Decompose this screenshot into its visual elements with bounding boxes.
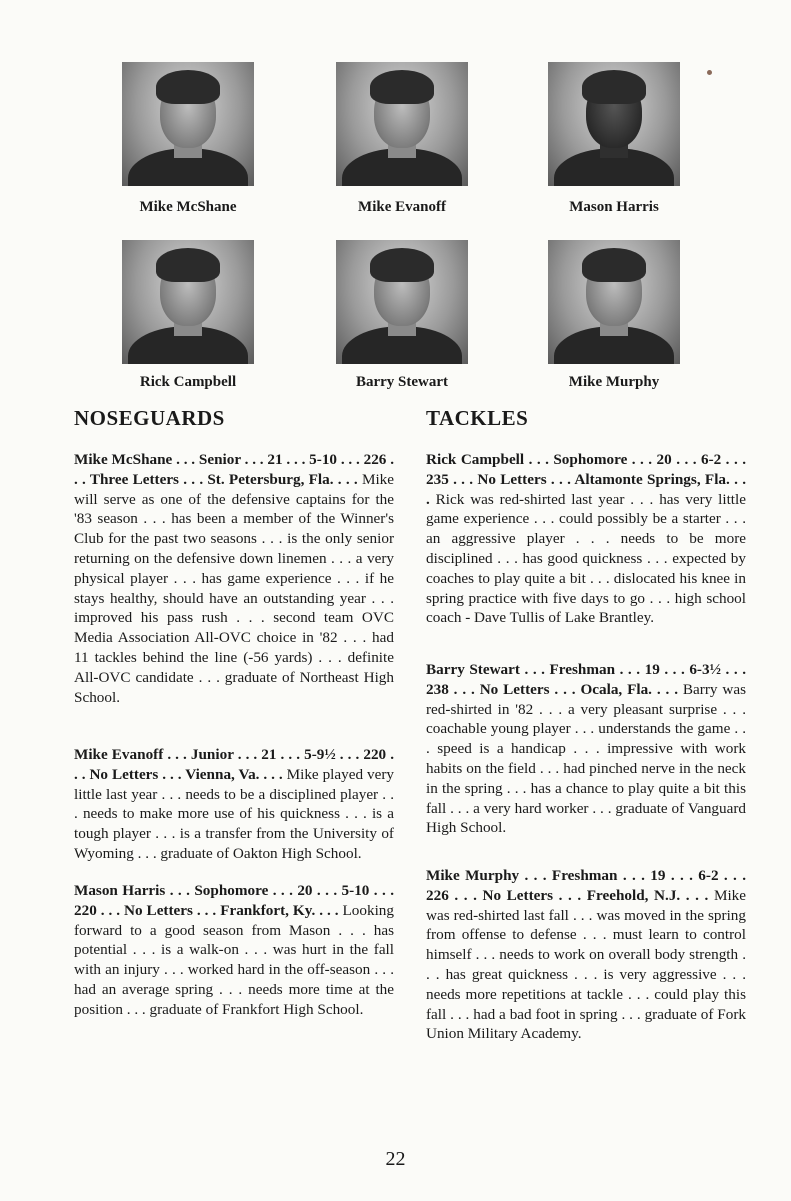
- page-number: 22: [385, 1148, 406, 1170]
- bio-text: Rick was red-shirted last year . . . has very little game experience . . . could possibly be a starter . . . an aggressive player . . . needs to be more disciplined . . . has good quickness . . . expected by coaches to play quite a bit . . . dislocated his knee in spring practice with five days to go . . . high school coach - Dave Tullis of Lake Brantley.: [426, 490, 746, 627]
- caption-mike-murphy: Mike Murphy: [568, 374, 660, 390]
- bio-lead: Rick Campbell . . . Sophomore . . . 20 . . . 6-2 . . . 235 . . . No Letters . . . Altamonte Springs, Fla. . . .: [426, 451, 746, 508]
- caption-mike-mcshane: Mike McShane: [139, 199, 237, 215]
- photo-mason-harris: [548, 62, 680, 186]
- bio-lead: Barry Stewart . . . Freshman . . . 19 . . . 6-3½ . . . 238 . . . No Letters . . . Ocala, Fla. . . .: [426, 661, 746, 698]
- bio-text: Mike was red-shirted last fall . . . was moved in the spring from offense to defense . . . must learn to control himself . . . needs to work on overall body strength . . . has great quickness . . . is very aggressive . . . needs more repetitions at tackle . . . could play this fall . . . had a bad foot in spring . . . graduate of Fork Union Military Academy.: [426, 886, 747, 1043]
- bio-text: Looking forward to a good season from Mason . . . has potential . . . is a walk-on . . . was hurt in the fall with an injury . . . worked hard in the off-season . . . had an average spring . . . needs more time at the position . . . graduate of Frankfort High School.: [74, 901, 394, 1018]
- caption-mason-harris: Mason Harris: [569, 199, 659, 215]
- photo-rick-campbell: [122, 240, 254, 364]
- photo-mike-evanoff: [336, 62, 468, 186]
- bio-text: Mike will serve as one of the defensive captains for the '83 season . . . has been a member of the Winner's Club for the past two seasons . . . is the only senior returning on the defensive down linemen . . . a very physical player . . . has game experience . . . if he stays healthy, should have an outstanding year . . . improved his pass rush . . . second team OVC Media Association All-OVC choice in '82 . . . had 11 tackles behind the line (-56 yards) . . . definite All-OVC candidate . . . graduate of Northeast High School.: [74, 470, 394, 706]
- caption-rick-campbell: Rick Campbell: [139, 374, 237, 390]
- bio-lead: Mike Evanoff . . . Junior . . . 21 . . . 5-9½ . . . 220 . . . No Letters . . . Vienna, Va. . . .: [74, 746, 394, 783]
- photo-mike-mcshane: [122, 62, 254, 186]
- bio-mike-murphy: [426, 866, 746, 1044]
- print-speck: [707, 70, 712, 75]
- section-title-tackles: TACKLES: [426, 406, 529, 430]
- bio-barry-stewart: [426, 660, 746, 838]
- bio-text: Barry was red-shirted in '82 . . . a very pleasant surprise . . . coachable young player . . . understands the game . . . speed is a handicap . . . impressive with work habits on the field . . . had pinched nerve in the neck in the spring . . . has a chance to play quite a bit this fall . . . a very hard worker . . . graduate of Vanguard High School.: [426, 680, 746, 837]
- section-title-noseguards: NOSEGUARDS: [74, 406, 225, 430]
- photo-barry-stewart: [336, 240, 468, 364]
- caption-mike-evanoff: Mike Evanoff: [358, 199, 446, 215]
- bio-mason-harris: [74, 881, 394, 1020]
- bio-text: Mike played very little last year . . . needs to be a disciplined player . . . needs to make more use of his quickness . . . is a tough player . . . is a transfer from the University of Wyoming . . . graduate of Oakton High School.: [74, 765, 394, 862]
- bio-lead: Mason Harris . . . Sophomore . . . 20 . . . 5-10 . . . 220 . . . No Letters . . . Frankfort, Ky. . . .: [74, 882, 394, 919]
- bio-lead: Mike McShane . . . Senior . . . 21 . . . 5-10 . . . 226 . . . Three Letters . . . St. Petersburg, Fla. . . .: [74, 451, 394, 488]
- caption-barry-stewart: Barry Stewart: [355, 374, 449, 390]
- photo-mike-murphy: [548, 240, 680, 364]
- bio-mike-mcshane: [74, 450, 394, 707]
- bio-rick-campbell: [426, 450, 746, 628]
- bio-mike-evanoff: [74, 745, 394, 864]
- bio-lead: Mike Murphy . . . Freshman . . . 19 . . . 6-2 . . . 226 . . . No Letters . . . Freehold, N.J. . . .: [426, 867, 746, 904]
